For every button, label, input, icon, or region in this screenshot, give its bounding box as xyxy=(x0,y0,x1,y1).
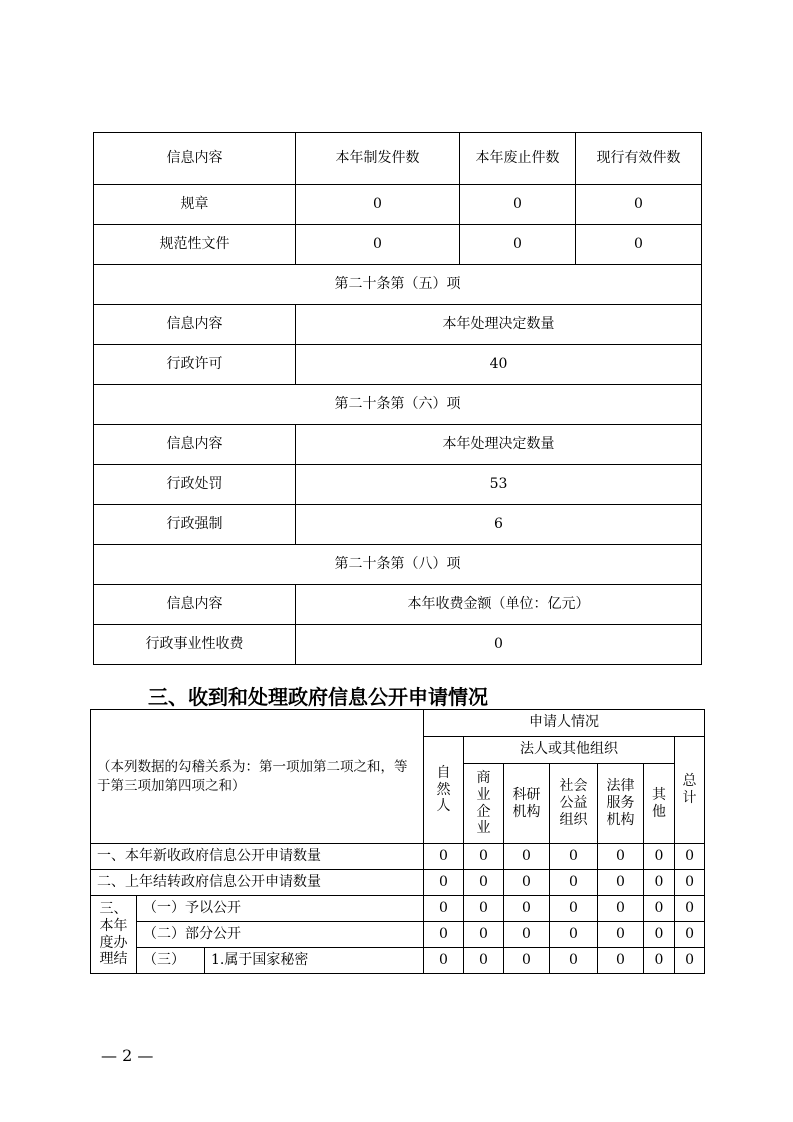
table-cell: 6 xyxy=(296,505,702,545)
row-label: 二、上年结转政府信息公开申请数量 xyxy=(91,870,424,896)
header-cell: 信息内容 xyxy=(94,425,296,465)
section-title: 第二十条第（八）项 xyxy=(94,545,702,585)
table-cell: 0 xyxy=(644,948,675,974)
table-cell: 0 xyxy=(464,844,504,870)
section-title-row xyxy=(94,385,702,425)
table-row xyxy=(91,896,705,922)
section-title-row xyxy=(94,545,702,585)
table-cell: 0 xyxy=(460,185,576,225)
header-cell: 信息内容 xyxy=(94,133,296,185)
table-cell: 0 xyxy=(550,844,598,870)
header-cell: 本年处理决定数量 xyxy=(296,425,702,465)
table-cell: 0 xyxy=(504,896,550,922)
table-cell: 0 xyxy=(675,844,705,870)
table-cell: 0 xyxy=(464,870,504,896)
table-cell: 0 xyxy=(675,870,705,896)
table-cell: 0 xyxy=(550,948,598,974)
table-cell: 0 xyxy=(296,225,460,265)
table-cell: 0 xyxy=(424,896,464,922)
section-title-row xyxy=(94,265,702,305)
table-header-row xyxy=(94,305,702,345)
table-cell: 0 xyxy=(598,844,644,870)
table-cell: 0 xyxy=(675,896,705,922)
table-cell: 40 xyxy=(296,345,702,385)
table-cell: 0 xyxy=(424,844,464,870)
table-row xyxy=(94,225,702,265)
table-cell: 0 xyxy=(644,922,675,948)
table-cell: 0 xyxy=(598,922,644,948)
table-row xyxy=(94,465,702,505)
row-label: 行政强制 xyxy=(94,505,296,545)
row-label: （二）部分公开 xyxy=(137,922,424,948)
col-other: 其他 xyxy=(644,764,675,844)
table-cell: 53 xyxy=(296,465,702,505)
disclosure-table-1 xyxy=(93,132,702,665)
table-cell: 0 xyxy=(424,922,464,948)
table-cell: 0 xyxy=(644,844,675,870)
application-table xyxy=(90,709,705,974)
legal-org-header: 法人或其他组织 xyxy=(464,737,675,764)
table-header-row xyxy=(91,710,705,737)
page-number: — 2 — xyxy=(101,1046,154,1065)
col-legal-service: 法律服务机构 xyxy=(598,764,644,844)
table-cell: 0 xyxy=(424,948,464,974)
table-cell: 0 xyxy=(598,896,644,922)
table-row xyxy=(91,922,705,948)
col-research: 科研机构 xyxy=(504,764,550,844)
header-cell: 信息内容 xyxy=(94,585,296,625)
row-label: 一、本年新收政府信息公开申请数量 xyxy=(91,844,424,870)
table-cell: 0 xyxy=(644,896,675,922)
row-label: （三） xyxy=(137,948,205,974)
header-cell: 本年制发件数 xyxy=(296,133,460,185)
row-sub-label: 1.属于国家秘密 xyxy=(205,948,424,974)
table-cell: 0 xyxy=(504,844,550,870)
col-total: 总计 xyxy=(675,737,705,844)
table-cell: 0 xyxy=(550,896,598,922)
header-cell: 信息内容 xyxy=(94,305,296,345)
table-row xyxy=(91,844,705,870)
table-header-row xyxy=(94,133,702,185)
header-cell: 本年废止件数 xyxy=(460,133,576,185)
row-label: 行政许可 xyxy=(94,345,296,385)
table-header-row xyxy=(94,425,702,465)
table-cell: 0 xyxy=(464,948,504,974)
section-title: 第二十条第（六）项 xyxy=(94,385,702,425)
table-row xyxy=(94,625,702,665)
table-cell: 0 xyxy=(598,948,644,974)
table-row xyxy=(94,505,702,545)
section-heading: 三、收到和处理政府信息公开申请情况 xyxy=(148,685,488,709)
col-commercial: 商业企业 xyxy=(464,764,504,844)
table-cell: 0 xyxy=(576,185,702,225)
row-label: 行政事业性收费 xyxy=(94,625,296,665)
table-cell: 0 xyxy=(504,948,550,974)
table-cell: 0 xyxy=(296,625,702,665)
table-row xyxy=(91,948,705,974)
table-cell: 0 xyxy=(504,922,550,948)
table-cell: 0 xyxy=(576,225,702,265)
table-cell: 0 xyxy=(550,922,598,948)
header-cell: 本年处理决定数量 xyxy=(296,305,702,345)
table-cell: 0 xyxy=(464,922,504,948)
table-row xyxy=(94,345,702,385)
group-label: 三、本年度办理结 xyxy=(91,896,137,974)
table-cell: 0 xyxy=(504,870,550,896)
header-cell: 现行有效件数 xyxy=(576,133,702,185)
table-cell: 0 xyxy=(424,870,464,896)
header-cell: 本年收费金额（单位：亿元） xyxy=(296,585,702,625)
col-natural-person: 自然人 xyxy=(424,737,464,844)
table-cell: 0 xyxy=(464,896,504,922)
row-label: 规章 xyxy=(94,185,296,225)
table-row xyxy=(91,870,705,896)
section-title: 第二十条第（五）项 xyxy=(94,265,702,305)
table-cell: 0 xyxy=(598,870,644,896)
table-cell: 0 xyxy=(296,185,460,225)
row-label: 行政处罚 xyxy=(94,465,296,505)
table-cell: 0 xyxy=(675,948,705,974)
row-label: 规范性文件 xyxy=(94,225,296,265)
table-cell: 0 xyxy=(644,870,675,896)
note-cell: （本列数据的勾稽关系为：第一项加第二项之和，等于第三项加第四项之和） xyxy=(91,710,424,844)
table-cell: 0 xyxy=(675,922,705,948)
applicant-header: 申请人情况 xyxy=(424,710,705,737)
table-header-row xyxy=(94,585,702,625)
table-cell: 0 xyxy=(550,870,598,896)
col-public-welfare: 社会公益组织 xyxy=(550,764,598,844)
row-label: （一）予以公开 xyxy=(137,896,424,922)
table-cell: 0 xyxy=(460,225,576,265)
table-row xyxy=(94,185,702,225)
